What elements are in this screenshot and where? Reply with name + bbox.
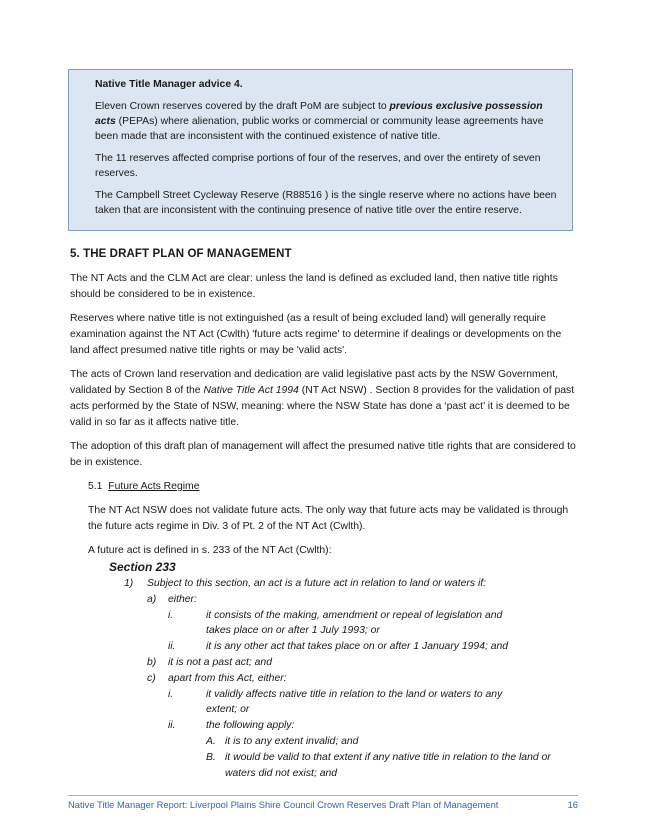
- legal-text: [70, 576, 580, 781]
- legal-item-c: [147, 671, 580, 687]
- subsection-number: 5.1: [88, 481, 103, 492]
- subsection-paragraph-2: A future act is defined in s. 233 of the NT Act (Cwlth):: [88, 545, 332, 556]
- legal-line: it is any other act that takes place on or after 1 January 1994; and: [206, 641, 509, 653]
- legal-num: 1): [124, 578, 134, 589]
- advice-box: [68, 69, 573, 231]
- section-paragraph-1: The NT Acts and the CLM Act are clear: unless the land is defined as excluded land, then native title rights should be considered to be in existence.: [70, 273, 558, 300]
- section-p3-text-end: (NT Act NSW) . Section 8 provides for the validation of past acts performed by the State of NSW, meaning: where the NSW State has done a ‘past act’ it is deemed to be valid in so far as it affects native title.: [70, 385, 575, 428]
- legal-line: it would be valid to that extent if any native title in relation to the land or waters did not exist; and: [225, 751, 551, 779]
- act-title: Native Title Act 1994: [203, 385, 299, 396]
- section-heading: 5. THE DRAFT PLAN OF MANAGEMENT: [70, 248, 292, 260]
- footer-title: Native Title Manager Report: Liverpool Plains Shire Council Crown Reserves Draft Plan of Management: [68, 799, 499, 810]
- legal-num: ii.: [168, 641, 176, 653]
- section-paragraph-3: [70, 367, 580, 431]
- legal-num: a): [147, 593, 157, 605]
- legal-item-c-ii: [168, 718, 580, 734]
- legal-line: Subject to this section, an act is a future act in relation to land or waters if:: [147, 578, 487, 589]
- legal-item-a-i: [168, 608, 580, 640]
- page-footer: [68, 795, 578, 810]
- subsection-heading: [88, 479, 580, 495]
- legal-item-a-ii: [168, 639, 580, 655]
- main-body: [70, 246, 580, 781]
- legal-item-c-i: [168, 687, 580, 719]
- legal-num: c): [147, 672, 156, 684]
- legal-item-B: [206, 750, 580, 782]
- legal-section-title: Section 233: [109, 560, 176, 574]
- section-paragraph-2: Reserves where native title is not extinguished (as a result of being excluded land) will generally require examination against the NT Act (Cwlth) 'future acts regime' to determine if dealings or developments on the land affect presumed native title rights or may be 'valid acts'.: [70, 313, 562, 356]
- section-paragraph-4: The adoption of this draft plan of management will affect the presumed native title rights that are considered to be in existence.: [70, 441, 576, 468]
- advice-p1-text-end: (PEPAs) where alienation, public works or commercial or community lease agreements have been made that are inconsistent with the continued existence of native title.: [95, 116, 544, 142]
- legal-num: B.: [206, 751, 216, 763]
- legal-line: it is to any extent invalid; and: [225, 735, 359, 747]
- legal-item-a: [147, 592, 580, 608]
- legal-item-b: [147, 655, 580, 671]
- legal-item-A: [206, 734, 580, 750]
- advice-p1-text: Eleven Crown reserves covered by the draft PoM are subject to: [95, 101, 390, 112]
- legal-num: A.: [206, 735, 216, 747]
- legal-item-1: [124, 576, 580, 592]
- advice-paragraph-3: The Campbell Street Cycleway Reserve (R88516 ) is the single reserve where no actions have been taken that are inconsistent with the continuing presence of native title over the entire reserve.: [95, 190, 557, 216]
- legal-num: b): [147, 656, 157, 668]
- legal-line: the following apply:: [206, 720, 295, 732]
- legal-line: either:: [168, 593, 197, 605]
- legal-line: it consists of the making, amendment or repeal of legislation and takes place on or after 1 July 1993; or: [206, 609, 503, 637]
- legal-num: i.: [168, 688, 174, 700]
- legal-num: i.: [168, 609, 174, 621]
- advice-paragraph-1: [95, 99, 562, 144]
- page-number: 16: [567, 799, 578, 810]
- legal-line: it is not a past act; and: [168, 656, 272, 668]
- advice-title: Native Title Manager advice 4.: [95, 79, 243, 90]
- legal-line: apart from this Act, either:: [168, 672, 287, 684]
- subsection-title: Future Acts Regime: [108, 481, 200, 492]
- legal-line: it validly affects native title in relation to the land or waters to any extent; or: [206, 688, 503, 716]
- advice-paragraph-2: The 11 reserves affected comprise portions of four of the reserves, and over the entirety of seven reserves.: [95, 153, 541, 179]
- advice-p1-emphasis: previous exclusive possession acts: [95, 101, 543, 127]
- section-p3-text: The acts of Crown land reservation and dedication are valid legislative past acts by the NSW Government, validated by Section 8 of the: [70, 369, 559, 396]
- subsection-paragraph-1: The NT Act NSW does not validate future acts. The only way that future acts may be validated is through the future acts regime in Div. 3 of Pt. 2 of the NT Act (Cwlth).: [88, 505, 569, 532]
- legal-num: ii.: [168, 720, 176, 732]
